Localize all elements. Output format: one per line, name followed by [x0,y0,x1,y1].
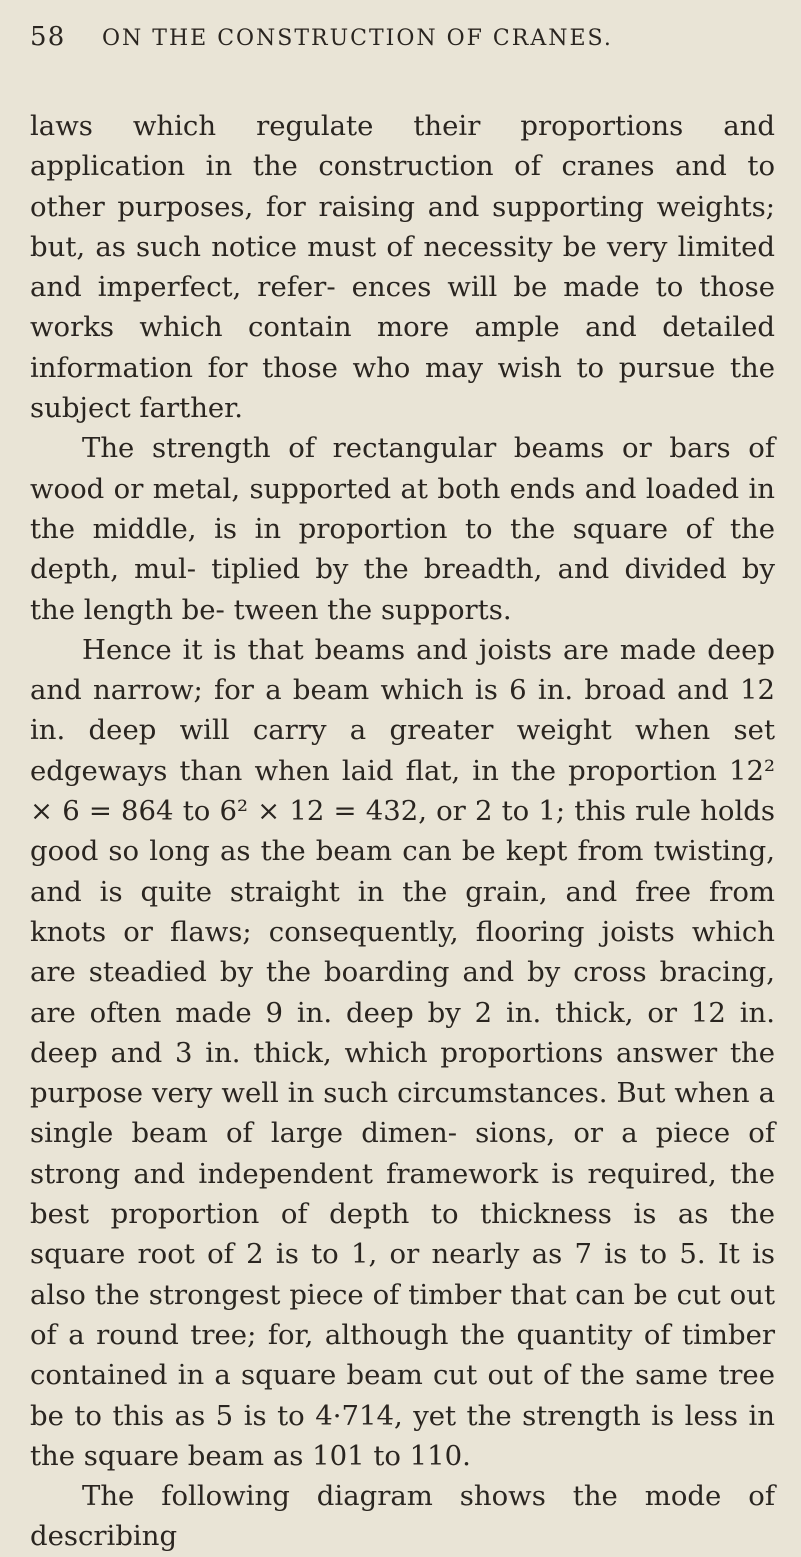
paragraph-continuation: laws which regulate their proportions and application in the construction of cranes and to other purposes, for raising and supporting weights; but, as such notice must of necessity be very limited and imperfect, refer- ences will be made to those works which contain more ample and detailed information for those who may wish to pursue the subject farther. [30,110,775,425]
paragraph-beam-strength: The strength of rectangular beams or bars of wood or metal, supported at both ends and loaded in the middle, is in proportion to the square of the depth, mul- tiplied by the breadth, and divided by the length be- tween the supports. [30,432,775,626]
page-number: 58 [30,22,66,52]
running-head [30,22,775,62]
paragraph-beams-and-joists: Hence it is that beams and joists are made deep and narrow; for a beam which is 6 in. broad and 12 in. deep will carry a greater weight when set edgeways than when laid flat, in the proportion 12² × 6 = 864 to 6² × 12 = 432, or 2 to 1; this rule holds good so long as the beam can be kept from twisting, and is quite straight in the grain, and free from knots or flaws; consequently, flooring joists which are steadied by the boarding and by cross bracing, are often made 9 in. deep by 2 in. thick, or 12 in. deep and 3 in. thick, which proportions answer the purpose very well in such circumstances. But when a single beam of large dimen- sions, or a piece of strong and independent framework is required, the best proportion of depth to thickness is as the square root of 2 is to 1, or nearly as 7 is to 5. It is also the strongest piece of timber that can be cut out of a round tree; for, although the quantity of timber contained in a square beam cut out of the same tree be to this as 5 is to 4·714, yet the strength is less in the square beam as 101 to 110. [30,633,775,1472]
paragraph-diagram-intro: The following diagram shows the mode of describing [30,1480,775,1553]
running-title: ON THE CONSTRUCTION OF CRANES. [102,26,613,51]
body-text [30,106,775,1557]
